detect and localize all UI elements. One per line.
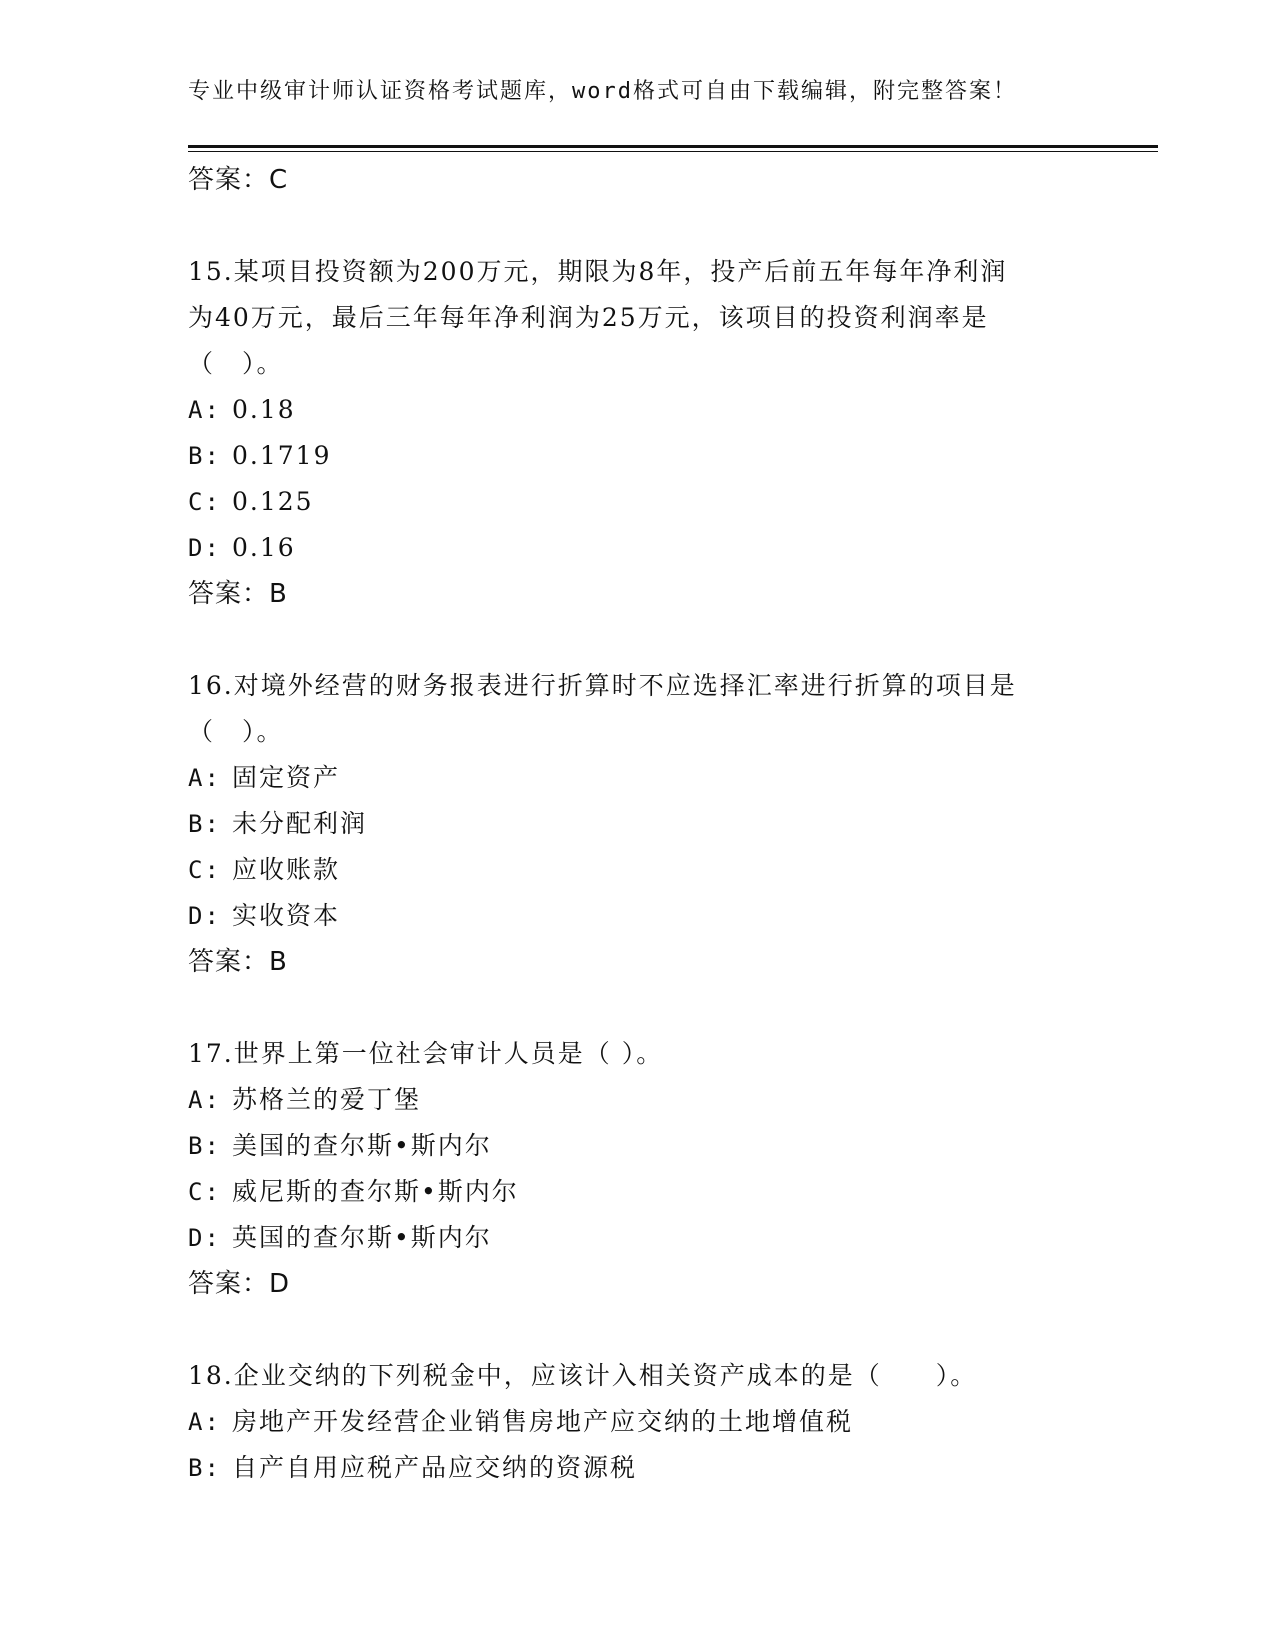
option-a bbox=[188, 1399, 1088, 1445]
option-text: 苏格兰的爱丁堡 bbox=[232, 1085, 422, 1114]
question-stem bbox=[188, 1031, 1088, 1077]
option-c bbox=[188, 1169, 1088, 1215]
answer-line: 答案：D bbox=[188, 1269, 291, 1299]
option-text: 0.125 bbox=[232, 487, 314, 516]
spacer bbox=[188, 203, 1088, 249]
spacer bbox=[188, 985, 1088, 1031]
option-letter: B: bbox=[188, 1132, 221, 1160]
option-d bbox=[188, 525, 1088, 571]
stem-line: 17.世界上第一位社会审计人员是（ ）。 bbox=[188, 1039, 664, 1068]
option-c bbox=[188, 479, 1088, 525]
option-letter: A: bbox=[188, 1086, 221, 1114]
option-b bbox=[188, 1123, 1088, 1169]
option-text: 0.1719 bbox=[232, 441, 332, 470]
option-text: 应收账款 bbox=[232, 855, 341, 884]
option-letter: D: bbox=[188, 534, 221, 562]
answer-line: 答案：B bbox=[188, 579, 288, 609]
option-text: 房地产开发经营企业销售房地产应交纳的土地增值税 bbox=[232, 1407, 854, 1436]
option-a bbox=[188, 387, 1088, 433]
question-block bbox=[188, 249, 1088, 617]
option-b bbox=[188, 1445, 1088, 1491]
option-letter: C: bbox=[188, 1178, 221, 1206]
spacer bbox=[188, 617, 1088, 663]
question-block bbox=[188, 663, 1088, 985]
answer-line: 答案：B bbox=[188, 947, 288, 977]
question-stem bbox=[188, 1353, 1088, 1399]
question-block bbox=[188, 1031, 1088, 1307]
option-text: 0.16 bbox=[232, 533, 296, 562]
stem-line: 为40万元，最后三年每年净利润为25万元，该项目的投资利润率是 bbox=[188, 303, 989, 332]
header-rule-thick bbox=[188, 145, 1158, 148]
option-d bbox=[188, 893, 1088, 939]
option-a bbox=[188, 1077, 1088, 1123]
option-b bbox=[188, 433, 1088, 479]
option-text: 威尼斯的查尔斯•斯内尔 bbox=[232, 1177, 519, 1206]
option-text: 自产自用应税产品应交纳的资源税 bbox=[232, 1453, 638, 1482]
question-content bbox=[188, 157, 1088, 1491]
stem-line: 16.对境外经营的财务报表进行折算时不应选择汇率进行折算的项目是 bbox=[188, 671, 1017, 700]
question-block bbox=[188, 1353, 1088, 1491]
question-stem bbox=[188, 249, 1088, 387]
answer-line: 答案：C bbox=[188, 165, 289, 195]
option-letter: B: bbox=[188, 1454, 221, 1482]
option-text: 未分配利润 bbox=[232, 809, 368, 838]
stem-line: （ ）。 bbox=[188, 349, 284, 378]
option-b bbox=[188, 801, 1088, 847]
option-text: 实收资本 bbox=[232, 901, 341, 930]
stem-line: 18.企业交纳的下列税金中，应该计入相关资产成本的是（ ）。 bbox=[188, 1361, 978, 1390]
option-d bbox=[188, 1215, 1088, 1261]
page-header-text: 专业中级审计师认证资格考试题库，word格式可自由下载编辑，附完整答案！ bbox=[188, 79, 1017, 104]
option-text: 0.18 bbox=[232, 395, 296, 424]
option-text: 英国的查尔斯•斯内尔 bbox=[232, 1223, 492, 1252]
option-letter: D: bbox=[188, 1224, 221, 1252]
header-rule-thin bbox=[188, 151, 1158, 152]
option-c bbox=[188, 847, 1088, 893]
option-letter: B: bbox=[188, 442, 221, 470]
question-stem bbox=[188, 663, 1088, 755]
option-letter: A: bbox=[188, 1408, 221, 1436]
option-text: 固定资产 bbox=[232, 763, 341, 792]
stem-line: （ ）。 bbox=[188, 717, 284, 746]
option-letter: C: bbox=[188, 488, 221, 516]
option-text: 美国的查尔斯•斯内尔 bbox=[232, 1131, 492, 1160]
option-letter: A: bbox=[188, 396, 221, 424]
option-letter: C: bbox=[188, 856, 221, 884]
option-letter: D: bbox=[188, 902, 221, 930]
stem-line: 15.某项目投资额为200万元，期限为8年，投产后前五年每年净利润 bbox=[188, 257, 1008, 286]
spacer bbox=[188, 1307, 1088, 1353]
option-letter: A: bbox=[188, 764, 221, 792]
option-a bbox=[188, 755, 1088, 801]
option-letter: B: bbox=[188, 810, 221, 838]
